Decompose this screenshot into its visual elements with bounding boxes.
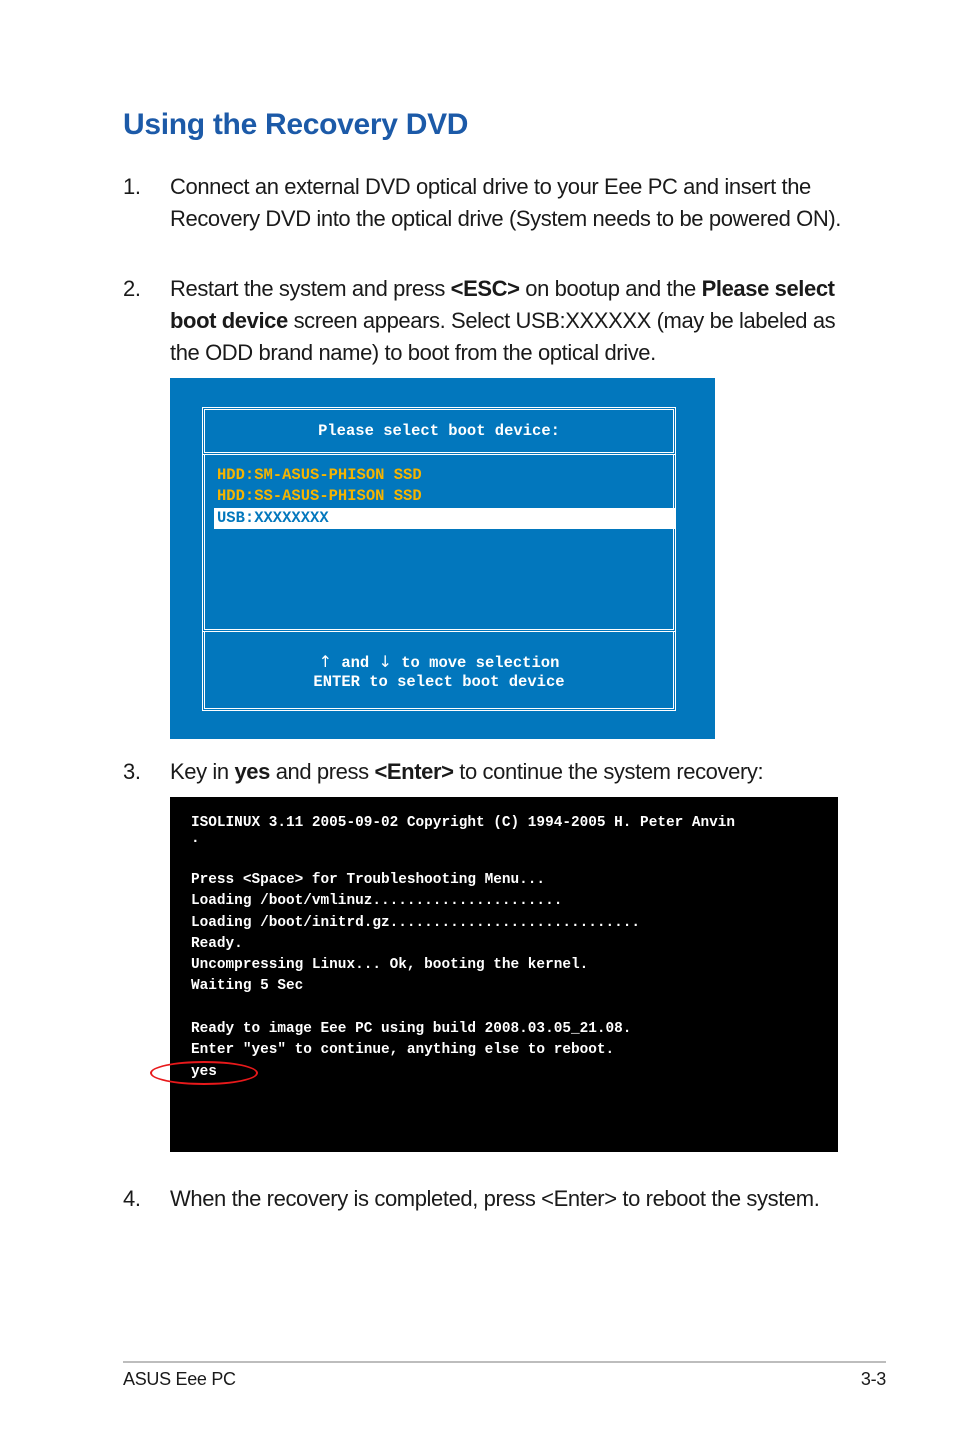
help-text: to move selection (401, 654, 560, 672)
boot-menu-help (202, 632, 676, 711)
terminal-line: Enter "yes" to continue, anything else to reboot. (191, 1042, 615, 1058)
arrow-down-icon: ↓ (378, 652, 392, 671)
boot-device-list (202, 455, 676, 632)
terminal-line: Ready to image Eee PC using build 2008.03.05_21.08. (191, 1021, 632, 1037)
step-number: 1. (123, 174, 141, 199)
terminal-line: Uncompressing Linux... Ok, booting the kernel. (191, 957, 589, 973)
text-run: on bootup and the (519, 276, 702, 301)
step-text: When the recovery is completed, press <Enter> to reboot the system. (170, 1186, 820, 1211)
step-number: 3. (123, 759, 141, 784)
arrow-up-icon: ↑ (318, 652, 332, 671)
terminal-line: Ready. (191, 936, 243, 952)
highlight-circle (150, 1061, 258, 1085)
boot-device-item-selected[interactable]: USB:XXXXXXXX (214, 508, 676, 529)
step-number: 2. (123, 276, 141, 301)
page-number: 3-3 (860, 1369, 886, 1389)
terminal-line: . (191, 831, 200, 847)
step-text (170, 756, 850, 788)
footer-divider (123, 1361, 886, 1363)
screen-name: Please select boot device (170, 276, 835, 333)
text-run: Restart the system and press (170, 276, 451, 301)
terminal-input-yes[interactable]: yes (191, 1064, 217, 1080)
terminal-line: Loading /boot/initrd.gz............................. (191, 915, 641, 931)
page-title: Using the Recovery DVD (123, 108, 469, 141)
help-line-2: ENTER to select boot device (313, 673, 565, 691)
help-line-1 (205, 651, 673, 674)
terminal-line: Press <Space> for Troubleshooting Menu... (191, 872, 546, 888)
terminal-line: Waiting 5 Sec (191, 978, 304, 994)
boot-device-item[interactable]: HDD:SM-ASUS-PHISON SSD (217, 466, 422, 484)
text-run: Key in (170, 759, 235, 784)
keyword-yes: yes (234, 759, 270, 784)
help-text: and (341, 654, 370, 672)
boot-menu-header (202, 407, 676, 455)
key-esc: <ESC> (450, 276, 520, 301)
text-run: and press (269, 759, 375, 784)
key-enter: <Enter> (374, 759, 454, 784)
terminal-screen (170, 797, 838, 1152)
footer-product-name: ASUS Eee PC (123, 1369, 236, 1389)
terminal-line: ISOLINUX 3.11 2005-09-02 Copyright (C) 1994-2005 H. Peter Anvin (191, 815, 736, 831)
terminal-line: Loading /boot/vmlinuz...................... (191, 893, 563, 909)
boot-menu-title: Please select boot device: (318, 422, 560, 440)
step-text (170, 273, 850, 369)
step-number: 4. (123, 1186, 141, 1211)
boot-device-item[interactable]: HDD:SS-ASUS-PHISON SSD (217, 487, 422, 505)
text-run: to continue the system recovery: (453, 759, 764, 784)
text-run: screen appears. Select USB:XXXXXX (may be labeled as the ODD brand name) to boot from the optical drive. (170, 308, 836, 365)
step-text: Connect an external DVD optical drive to your Eee PC and insert the Recovery DVD into the optical drive (System needs to be powered ON). (170, 174, 841, 231)
boot-device-screen (170, 378, 715, 739)
